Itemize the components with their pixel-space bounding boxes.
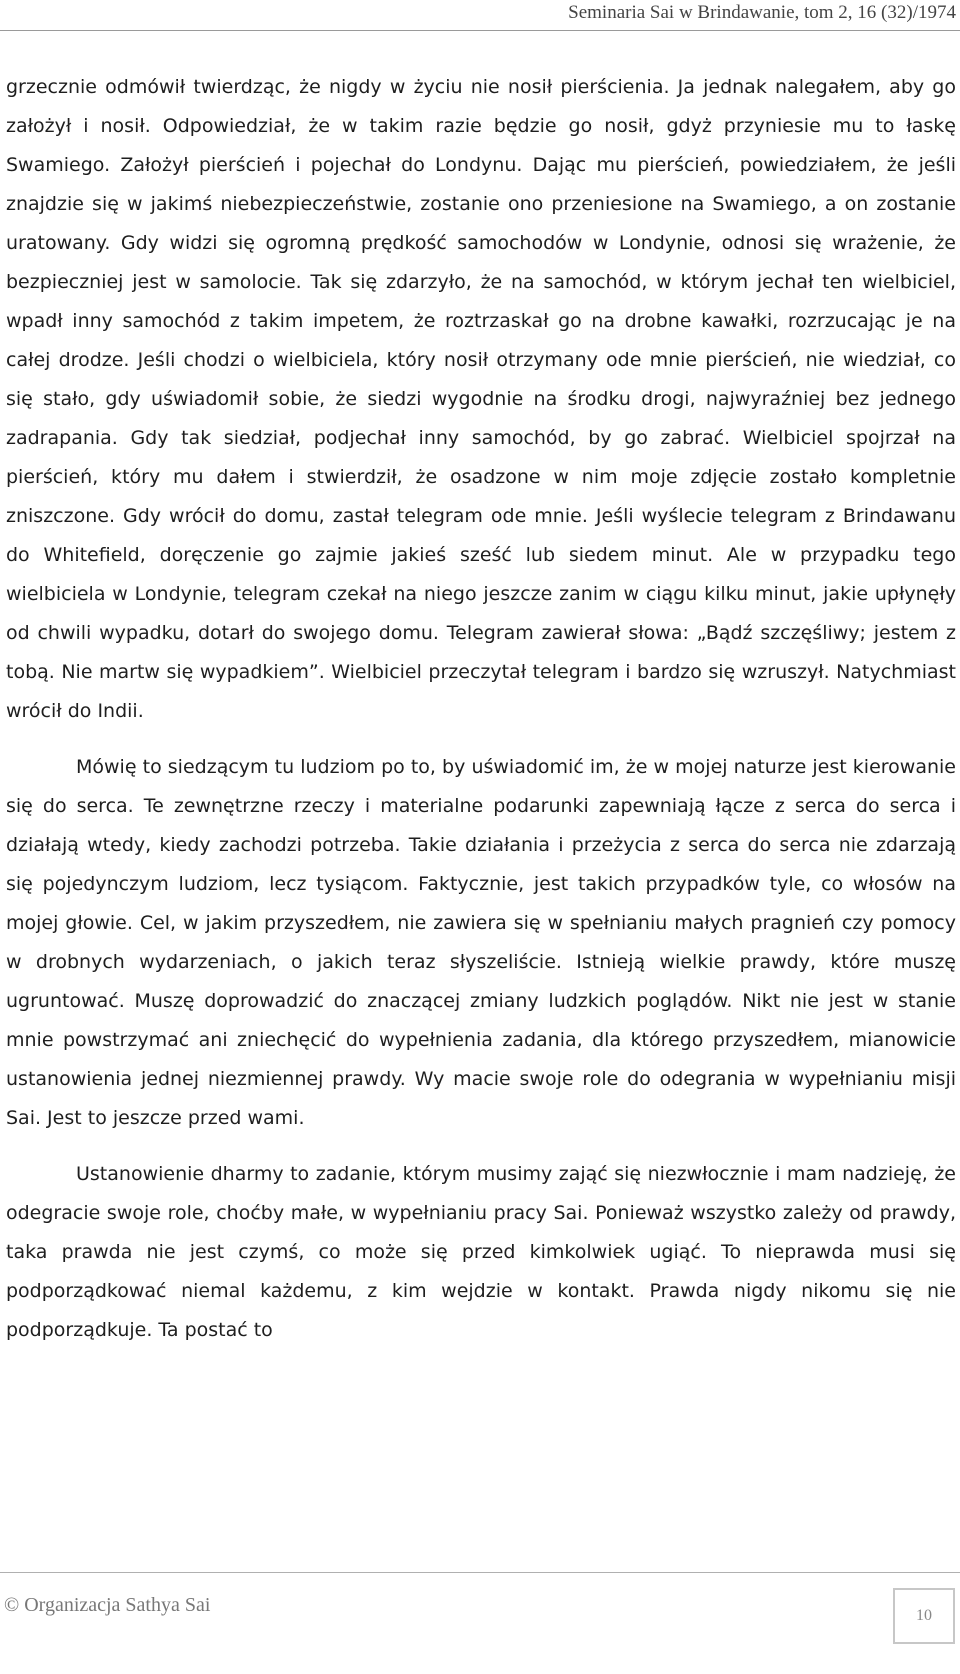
page-header xyxy=(0,0,960,50)
page-number-box xyxy=(893,1588,955,1644)
footer-copyright: © Organizacja Sathya Sai xyxy=(4,1594,211,1616)
paragraph-2: Mówię to siedzącym tu ludziom po to, by uświadomić im, że w mojej naturze jest kierowanie się do serca. Te zewnętrzne rzeczy i materialne podarunki zapewniają łącze z serca do serca i działają wtedy, kiedy zachodzi potrzeba. Takie działania i przeżycia z serca do serca nie zdarzają się pojedynczym ludziom, lecz tysiącom. Faktycznie, jest takich przypadków tyle, co włosów na mojej głowie. Cel, w jakim przyszedłem, nie zawiera się w spełnianiu małych pragnień czy pomocy w drobnych wydarzeniach, o jakich teraz słyszeliście. Istnieją wielkie prawdy, które muszę ugruntować. Muszę doprowadzić do znaczącej zmiany ludzkich poglądów. Nikt nie jest w stanie mnie powstrzymać ani zniechęcić do wypełnienia zadania, dla którego przyszedłem, mianowicie ustanowienia jednej niezmiennej prawdy. Wy macie swoje role do odegrania w wypełnianiu misji Sai. Jest to jeszcze przed wami. xyxy=(6,756,956,1129)
document-body xyxy=(6,68,956,1350)
page-number: 10 xyxy=(916,1607,932,1624)
paragraph-1: grzecznie odmówił twierdząc, że nigdy w życiu nie nosił pierścienia. Ja jednak nalegałem, aby go założył i nosił. Odpowiedział, że w takim razie będzie go nosił, gdyż przyniesie mu to łaskę Swamiego. Założył pierścień i pojechał do Londynu. Dając mu pierścień, powiedziałem, że jeśli znajdzie się w jakimś niebezpieczeństwie, zostanie ono przeniesione na Swamiego, a on zostanie uratowany. Gdy widzi się ogromną prędkość samochodów w Londynie, odnosi się wrażenie, że bezpieczniej jest w samolocie. Tak się zdarzyło, że na samochód, w którym jechał ten wielbiciel, wpadł inny samochód z takim impetem, że roztrzaskał go na drobne kawałki, rozrzucając je na całej drodze. Jeśli chodzi o wielbiciela, który nosił otrzymany ode mnie pierścień, nie wiedział, co się stało, gdy uświadomił sobie, że siedzi wygodnie na środku drogi, najwyraźniej bez jednego zadrapania. Gdy tak siedział, podjechał inny samochód, by go zabrać. Wielbiciel spojrzał na pierścień, który mu dałem i stwierdził, że osadzone w nim moje zdjęcie zostało kompletnie zniszczone. Gdy wrócił do domu, zastał telegram ode mnie. Jeśli wyślecie telegram z Brindawanu do Whitefield, doręczenie go zajmie jakieś sześć lub siedem minut. Ale w przypadku tego wielbiciela w Londynie, telegram czekał na niego jeszcze zanim w ciągu kilku minut, jakie upłynęły od chwili wypadku, dotarł do swojego domu. Telegram zawierał słowa: „Bądź szczęśliwy; jestem z tobą. Nie martw się wypadkiem”. Wielbiciel przeczytał telegram i bardzo się wzruszył. Natychmiast wrócił do Indii. xyxy=(6,76,956,722)
header-divider xyxy=(0,30,960,31)
running-header-title: Seminaria Sai w Brindawanie, tom 2, 16 (32)/1974 xyxy=(568,2,956,23)
footer-divider xyxy=(0,1572,960,1573)
paragraph-3: Ustanowienie dharmy to zadanie, którym musimy zająć się niezwłocznie i mam nadzieję, że odegracie swoje role, choćby małe, w wypełnianiu pracy Sai. Ponieważ wszystko zależy od prawdy, taka prawda nie jest czymś, co może się przed kimkolwiek ugiąć. To nieprawda musi się podporządkować niemal każdemu, z kim wejdzie w kontakt. Prawda nigdy nikomu się nie podporządkuje. Ta postać to xyxy=(6,1163,956,1341)
